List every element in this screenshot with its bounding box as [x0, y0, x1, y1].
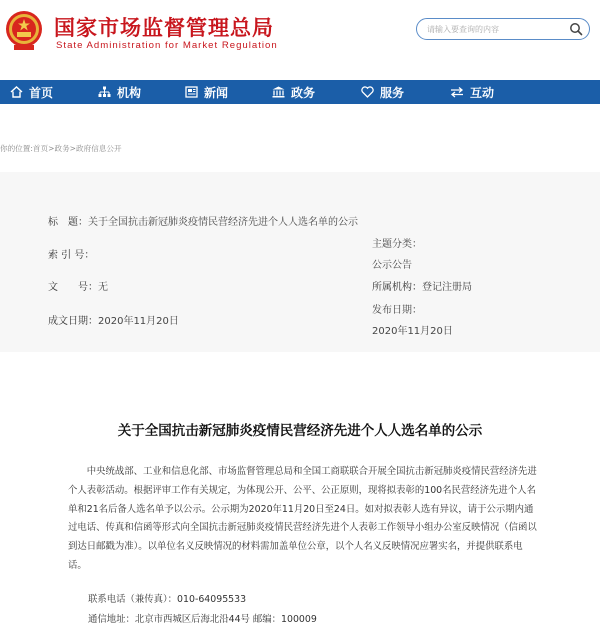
nav-label-home: 首页: [29, 85, 54, 100]
document-metadata-panel: [0, 172, 600, 352]
meta-org-row: [372, 278, 472, 293]
meta-title-label: 标 题：: [48, 217, 88, 228]
meta-category-value: 公示公告: [372, 260, 412, 271]
home-icon: [10, 86, 23, 98]
nav-label-government: 政务: [291, 85, 316, 100]
article-paragraph: 中央统战部、工业和信息化部、市场监督管理总局和全国工商联联合开展全国抗击新冠肺炎疫情民营经济先进个人表彰活动。根据评审工作有关规定，为体现公开、公平、公正原则，现将拟表彰的100名民营经济先进个人名单和21名后备人选名单予以公示。公示期为2020年11月20日至24日。如对拟表彰人选有异议，请于公示期内通过电话、传真和信函等形式向全国抗击新冠肺炎疫情民营经济先进个人表彰工作领导小组办公室反映情况（信函以到达日邮戳为准）。以单位名义反映情况的材料需加盖单位公章，以个人名义反映情况应署实名，并提供联系电话。: [68, 466, 537, 571]
exchange-icon: [450, 86, 464, 98]
meta-docno-row: [48, 278, 108, 293]
contact-address: 通信地址：北京市西城区后海北沿44号 邮编：100009: [88, 614, 317, 625]
meta-date-row: [48, 312, 179, 327]
meta-publish-label: 发布日期：: [372, 305, 422, 316]
meta-docno-label: 文 号：: [48, 282, 98, 293]
org-chart-icon: [98, 86, 111, 98]
news-icon: [185, 86, 198, 98]
meta-index-label: 索 引 号：: [48, 250, 95, 261]
meta-title-value: 关于全国抗击新冠肺炎疫情民营经济先进个人人选名单的公示: [88, 217, 358, 228]
site-header: [0, 0, 600, 60]
nav-label-service: 服务: [380, 85, 405, 100]
meta-date-value: 2020年11月20日: [98, 316, 179, 327]
contact-phone: 联系电话（兼传真）：010-64095533: [88, 594, 247, 605]
meta-category-label: 主题分类：: [372, 239, 422, 250]
nav-label-interaction: 互动: [470, 85, 495, 100]
nav-item-government[interactable]: [272, 80, 315, 104]
search-icon[interactable]: [569, 22, 583, 36]
nav-item-service[interactable]: [361, 80, 404, 104]
meta-org-label: 所属机构：: [372, 282, 422, 293]
meta-org-value: 登记注册局: [422, 282, 472, 293]
nav-item-home[interactable]: [10, 80, 53, 104]
meta-title-row: [48, 213, 358, 228]
meta-index-row: [48, 246, 94, 261]
nav-label-news: 新闻: [204, 85, 229, 100]
main-navbar: [0, 80, 600, 104]
meta-docno-value: 无: [98, 282, 108, 293]
breadcrumb[interactable]: 你的位置:首页>政务>政府信息公开: [0, 144, 122, 153]
nav-item-interaction[interactable]: [450, 80, 494, 104]
national-emblem-icon[interactable]: [4, 9, 44, 51]
search-input[interactable]: [427, 21, 567, 37]
site-title[interactable]: 国家市场监督管理总局: [54, 16, 274, 40]
site-subtitle: State Administration for Market Regulation: [56, 40, 278, 51]
article-body: [68, 463, 538, 576]
heart-icon: [361, 86, 374, 98]
meta-date-label: 成文日期：: [48, 316, 98, 327]
search-box[interactable]: [416, 18, 590, 40]
government-icon: [272, 86, 285, 98]
nav-label-organization: 机构: [117, 85, 142, 100]
nav-item-organization[interactable]: [98, 80, 141, 104]
meta-publish-value: 2020年11月20日: [372, 326, 453, 337]
article-title: 关于全国抗击新冠肺炎疫情民营经济先进个人人选名单的公示: [117, 423, 483, 439]
nav-item-news[interactable]: [185, 80, 228, 104]
